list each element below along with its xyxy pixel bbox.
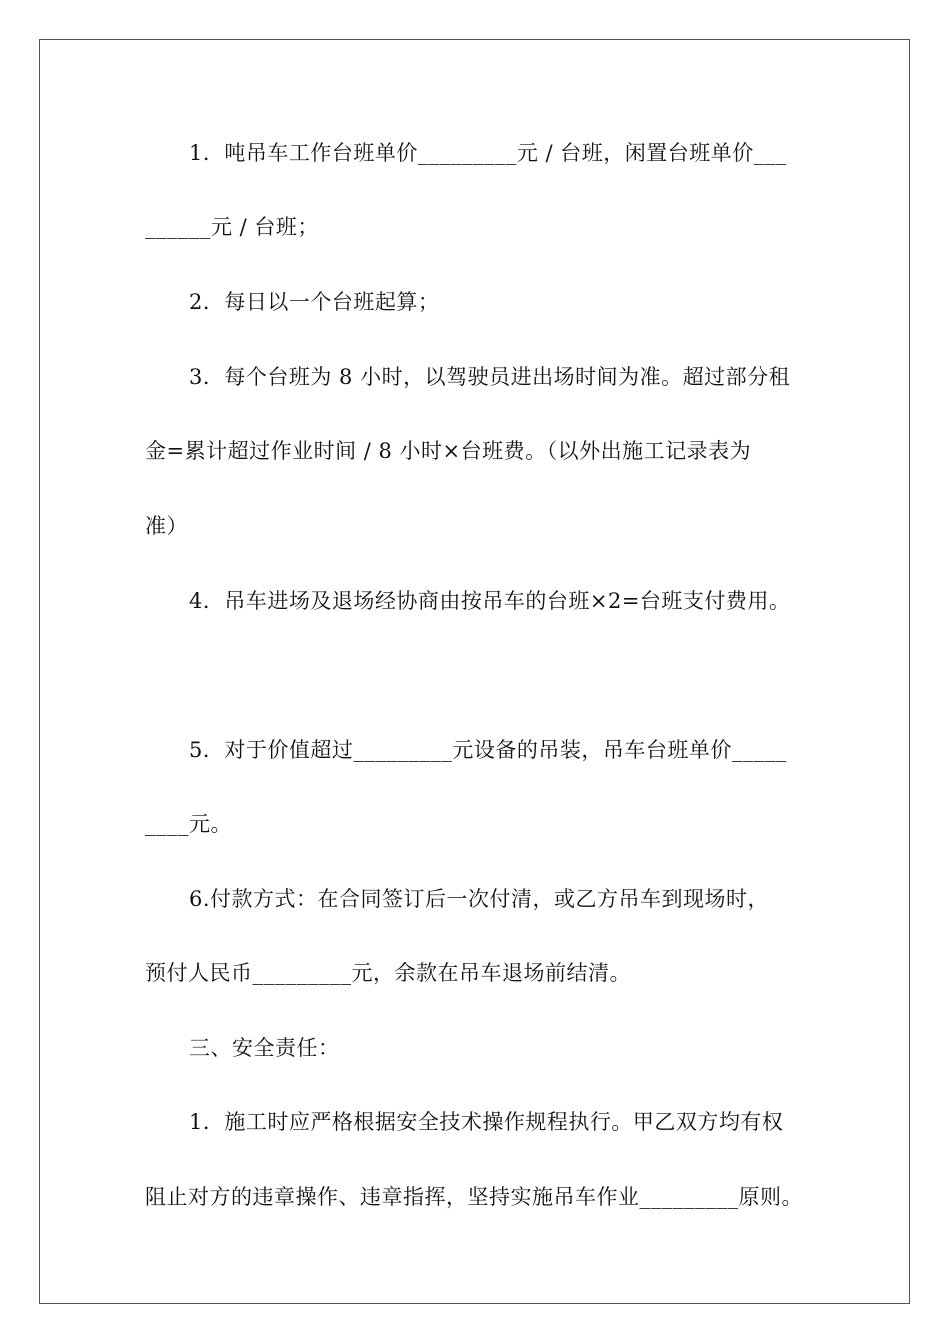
clause-4-line: 4．吊车进场及退场经协商由按吊车的台班×2=台班支付费用。 [189, 589, 791, 613]
clause-3-line-2: 金=累计超过作业时间 / 8 小时×台班费。（以外出施工记录表为 [145, 439, 752, 463]
clause-5-line-1: 5．对于价值超过_________元设备的吊装，吊车台班单价_____ [189, 738, 787, 762]
clause-1-line-1: 1．吨吊车工作台班单价_________元 / 台班，闲置台班单价___ [189, 141, 787, 165]
clause-6-line-1: 6.付款方式：在合同签订后一次付清，或乙方吊车到现场时， [189, 887, 770, 911]
section-heading-safety: 三、安全责任： [189, 1036, 340, 1060]
clause-5-line-2: ____元。 [145, 812, 232, 836]
safety-clause-1-line-1: 1．施工时应严格根据安全技术操作规程执行。甲乙双方均有权 [189, 1110, 784, 1134]
clause-1-line-2: ______元 / 台班； [145, 215, 319, 239]
clause-6-line-2: 预付人民币_________元，余款在吊车退场前结清。 [145, 961, 631, 985]
clause-2-line: 2．每日以一个台班起算； [189, 290, 440, 314]
clause-3-line-1: 3．每个台班为 8 小时，以驾驶员进出场时间为准。超过部分租 [189, 365, 791, 389]
clause-3-line-3: 准） [145, 514, 188, 538]
safety-clause-1-line-2: 阻止对方的违章操作、违章指挥，坚持实施吊车作业_________原则。 [145, 1185, 803, 1209]
